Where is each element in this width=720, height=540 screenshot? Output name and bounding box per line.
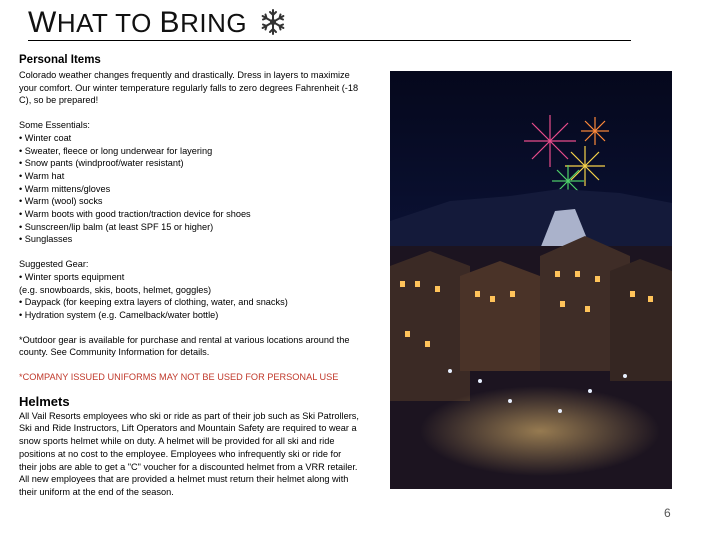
list-item: • Snow pants (windproof/water resistant) (19, 158, 184, 169)
snowflake-logo-icon (258, 7, 288, 37)
photo-illustration (390, 71, 672, 489)
list-item: • Daypack (for keeping extra layers of clothing, water, and snacks) (19, 297, 288, 308)
uniform-warning: *COMPANY ISSUED UNIFORMS MAY NOT BE USED FOR PERSONAL USE (19, 372, 339, 383)
gear-list (19, 271, 359, 322)
list-item: • Sweater, fleece or long underwear for layering (19, 145, 213, 156)
list-item: • Warm boots with good traction/traction device for shoes (19, 209, 251, 220)
main-text (19, 53, 359, 499)
section-heading-helmets: Helmets (19, 393, 70, 409)
title-underline (28, 40, 631, 41)
page-number: 6 (664, 506, 671, 520)
essentials-heading: Some Essentials: (19, 120, 90, 131)
gear-heading: Suggested Gear: (19, 259, 89, 270)
list-item: • Warm hat (19, 170, 65, 181)
list-item: • Warm mittens/gloves (19, 183, 111, 194)
resort-fireworks-photo (390, 71, 672, 489)
list-item: • Hydration system (e.g. Camelback/water bottle) (19, 309, 219, 320)
outdoor-gear-note: *Outdoor gear is available for purchase and rental at various locations around the county. See Community Information for details. (19, 334, 350, 358)
helmets-paragraph: All Vail Resorts employees who ski or ride as part of their job such as Ski Patrollers, Ski and Ride Instructors, Lift Operators and Mountain Safety are required to wear a snow sports helmet while on duty. A helmet will be provided for all ski and ride positions at no cost to the employee. Employees who infrequently ski or ride for their jobs are able to get a "C" voucher for a discounted helmet from a VRR retailer. All new employees that are provided a helmet must return their helmet along with their uniform at the end of the season. (19, 410, 359, 497)
essentials-list (19, 132, 359, 246)
list-item: (e.g. snowboards, skis, boots, helmet, goggles) (19, 284, 212, 295)
list-item: • Sunglasses (19, 234, 73, 245)
page-title: WHAT TO BRING (28, 6, 248, 39)
list-item: • Winter coat (19, 132, 72, 143)
intro-paragraph: Colorado weather changes frequently and drastically. Dress in layers to maximize your comfort. Our winter temperature regularly falls to zero degrees Fahrenheit (-18 C), so be prepared! (19, 70, 359, 106)
list-item: • Sunscreen/lip balm (at least SPF 15 or higher) (19, 221, 214, 232)
section-heading-personal-items: Personal Items (19, 54, 101, 66)
list-item: • Winter sports equipment (19, 271, 125, 282)
list-item: • Warm (wool) socks (19, 196, 103, 207)
